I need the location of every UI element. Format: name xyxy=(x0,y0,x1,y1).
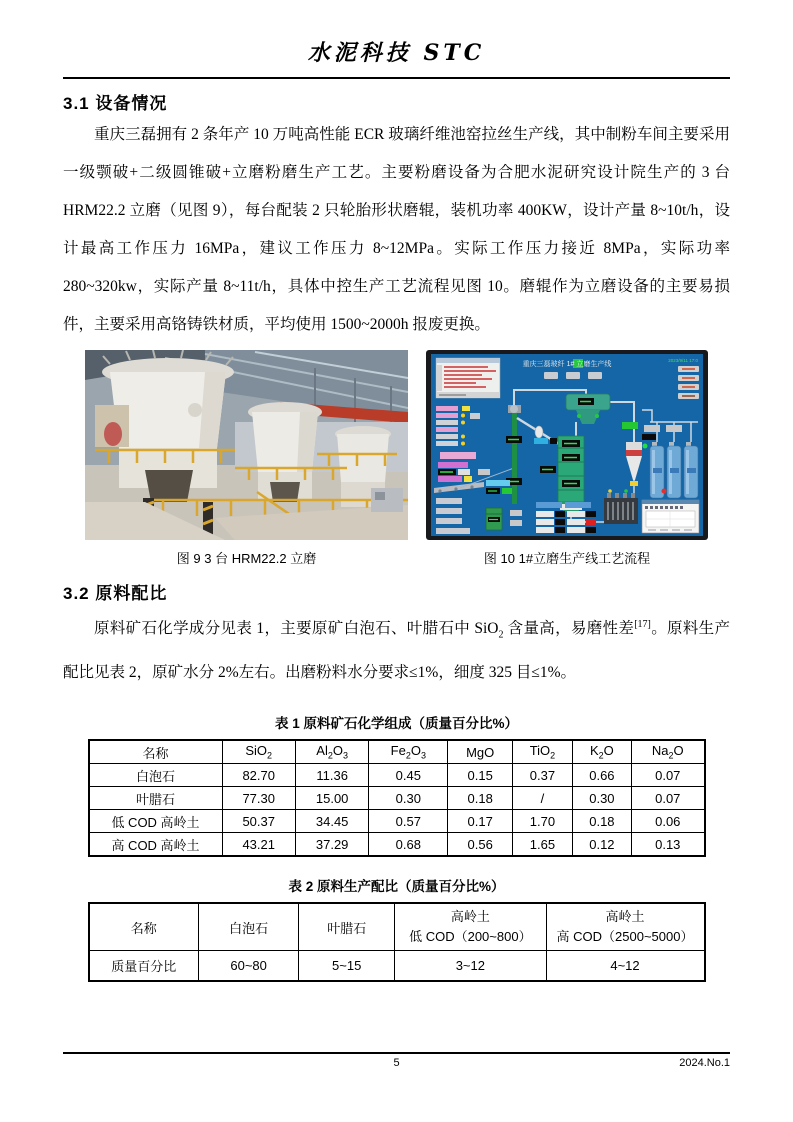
cell: 0.30 xyxy=(572,787,631,810)
cell: 0.66 xyxy=(572,764,631,787)
figure10-caption: 图 10 1#立磨生产线工艺流程 xyxy=(483,551,651,566)
trend-chart-window xyxy=(642,500,699,533)
product-silos xyxy=(650,442,698,498)
cell: 0.06 xyxy=(632,810,705,833)
cell: 0.57 xyxy=(369,810,448,833)
cell: 77.30 xyxy=(222,787,295,810)
section-heading-3-1: 3.1 设备情况 xyxy=(63,94,168,113)
table2-header-name: 名称 xyxy=(89,903,199,951)
issue-number: 2024.No.1 xyxy=(679,1057,730,1069)
cell: 0.07 xyxy=(632,764,705,787)
cell: 11.36 xyxy=(295,764,368,787)
table2-mix-ratio xyxy=(88,902,706,982)
cell: 0.15 xyxy=(448,764,513,787)
para2-sub: 2 xyxy=(498,629,504,641)
figure9-caption: 图 9 3 台 HRM22.2 立磨 xyxy=(176,551,317,566)
cell: 0.17 xyxy=(448,810,513,833)
cell: 质量百分比 xyxy=(89,951,199,982)
cell: 0.07 xyxy=(632,787,705,810)
para2-seg1: 原料矿石化学成分见表 1，主要原矿白泡石、叶腊石中 SiO xyxy=(94,620,499,638)
para2-seg2: 含量高，易磨性差 xyxy=(503,620,635,638)
table-row xyxy=(89,833,705,857)
cell: 0.37 xyxy=(513,764,573,787)
cell: 5~15 xyxy=(299,951,395,982)
cell: 34.45 xyxy=(295,810,368,833)
table1-header-na2o: $Na_2O$ xyxy=(632,740,705,764)
cell: 叶腊石 xyxy=(89,787,223,810)
cell: 0.12 xyxy=(572,833,631,857)
table1-title: 表 1 原料矿石化学组成（质量百分比%） xyxy=(274,716,518,732)
figure10-dcs-screen xyxy=(426,350,708,540)
cell: 0.68 xyxy=(369,833,448,857)
cell: 37.29 xyxy=(295,833,368,857)
cell: 1.70 xyxy=(513,810,573,833)
cell: 60~80 xyxy=(199,951,299,982)
cell: 4~12 xyxy=(546,951,705,982)
cell: 0.18 xyxy=(448,787,513,810)
vertical-mill-2 xyxy=(248,402,322,502)
page-number: 5 xyxy=(393,1057,400,1069)
table2-header-kaolin-low: 高岭土 低 COD（200~800） xyxy=(395,903,546,951)
cell: 高 COD 高岭土 xyxy=(89,833,223,857)
cell: 0.13 xyxy=(632,833,705,857)
cell: 0.56 xyxy=(448,833,513,857)
cell: 0.45 xyxy=(369,764,448,787)
cell: 0.18 xyxy=(572,810,631,833)
footer-rule xyxy=(63,1052,730,1054)
page-footer xyxy=(63,1057,730,1073)
cell: 43.21 xyxy=(222,833,295,857)
para2-seg3: 。原料生产配比见表 2，原矿水分 2%左右。出磨粉料水分要求≤1%，细度 325 目≤1%。 xyxy=(63,620,730,682)
screen-title: 重庆三磊玻纤 1# 立磨生产线 xyxy=(522,361,612,368)
cell: 50.37 xyxy=(222,810,295,833)
rotary-feeder xyxy=(535,426,543,438)
table1-header-name: 名称 xyxy=(89,740,223,764)
alarm-log-window xyxy=(436,358,500,398)
table1-header-al2o3: $Al_2O_3$ xyxy=(295,740,368,764)
cell: 82.70 xyxy=(222,764,295,787)
figure9-mill-photo xyxy=(85,350,408,540)
journal-header xyxy=(63,0,730,79)
cell: 0.30 xyxy=(369,787,448,810)
cell: 3~12 xyxy=(395,951,546,982)
journal-title: 水泥科技 STC xyxy=(307,40,486,66)
table1-header-mgo: MgO xyxy=(448,740,513,764)
table2-header-kaolin-high: 高岭土 高 COD（2500~5000） xyxy=(546,903,705,951)
table2-header-yelashi: 叶腊石 xyxy=(299,903,395,951)
table-row xyxy=(89,951,705,982)
table1-header-sio2: SiO$_2$ xyxy=(222,740,295,764)
figures-row xyxy=(63,350,730,540)
table1-ore-chemistry xyxy=(88,739,706,857)
cell: 低 COD 高岭土 xyxy=(89,810,223,833)
table1-header-fe2o3: $Fe_2O_3$ xyxy=(369,740,448,764)
cell: 1.65 xyxy=(513,833,573,857)
table2-title: 表 2 原料生产配比（质量百分比%） xyxy=(288,879,505,895)
table1-header-tio2: TiO$_2$ xyxy=(513,740,573,764)
table-row xyxy=(89,787,705,810)
section-3-2-paragraph xyxy=(63,606,730,692)
table2-header-row xyxy=(89,903,705,951)
section-3-1-paragraph: 重庆三磊拥有 2 条年产 10 万吨高性能 ECR 玻璃纤维池窑拉丝生产线，其中制粉车间主要采用一级颚破+二级圆锥破+立磨粉磨生产工艺。主要粉磨设备为合肥水泥研究设计院生产的 3 台 HRM22.2 立磨（见图 9），每台配装 2 只轮胎形状磨辊，装机功率 400KW，设计产量 8~10t/h，设计最高工作压力 16MPa，建议工作压力 8~12MPa。实际工作压力接近 8MPa，实际功率 280~320kw，实际产量 8~11t/h，具体中控生产工艺流程见图 10。磨辊作为立磨设备的主要易损件，主要采用高铬铸铁材质，平均使用 1500~2000h 报废更换。 xyxy=(63,126,730,333)
table1-header-row xyxy=(89,740,705,764)
cell: 15.00 xyxy=(295,787,368,810)
para2-citation: [17] xyxy=(634,619,651,630)
table2-header-baipaoshi: 白泡石 xyxy=(199,903,299,951)
table-row xyxy=(89,764,705,787)
screen-timestamp: 2023/9/11 17:0 xyxy=(668,358,698,363)
section-heading-3-2: 3.2 原料配比 xyxy=(63,584,168,603)
cell: 白泡石 xyxy=(89,764,223,787)
table1-header-k2o: $K_2O$ xyxy=(572,740,631,764)
captions-row xyxy=(63,548,730,567)
table-row xyxy=(89,810,705,833)
cell: / xyxy=(513,787,573,810)
